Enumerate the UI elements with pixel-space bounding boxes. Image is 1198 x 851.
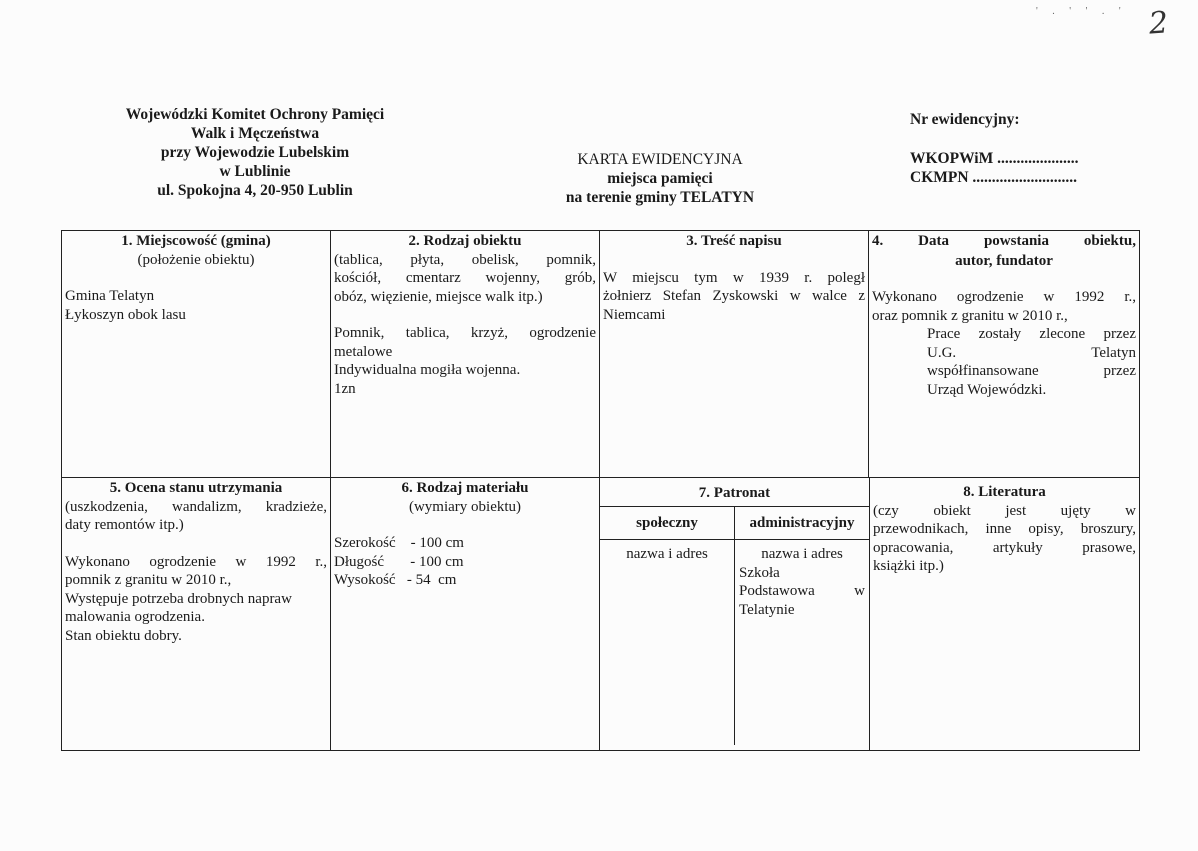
cell-text: Łykoszyn obok lasu — [65, 306, 186, 323]
scan-specks: ' . ' ' . ' — [1036, 6, 1127, 17]
cell-heading: 3. Treść napisu — [686, 233, 782, 249]
cell-heading: 7. Patronat — [698, 485, 771, 501]
cell-description: przewodnikach, inne opisy, broszury, — [873, 521, 1136, 537]
cell-heading: autor, fundator — [955, 252, 1053, 269]
cell-description: opracowania, artykuły prasowe, — [873, 539, 1136, 556]
cell-text: Pomnik, tablica, krzyż, ogrodzenie — [334, 325, 596, 341]
cell-description: książki itp.) — [873, 558, 944, 574]
document-subtitle: na terenie gminy TELATYN — [565, 189, 755, 206]
cell-text: Występuje potrzeba drobnych napraw — [65, 590, 292, 607]
cell-text: Urząd Wojewódzki. — [927, 381, 1047, 398]
cell-description: (tablica, płyta, obelisk, pomnik, — [334, 251, 596, 268]
cell-text: metalowe — [334, 343, 393, 360]
cell-text: Wykonano ogrodzenie w 1992 r., — [65, 553, 327, 570]
cell-material — [331, 478, 600, 751]
cell-text: pomnik z granitu w 2010 r., — [65, 572, 232, 588]
column-heading: społeczny — [600, 507, 734, 540]
document-title: KARTA EWIDENCYJNA — [577, 151, 743, 168]
patronage-admin-column — [734, 507, 869, 745]
document-subtitle: miejsca pamięci — [607, 170, 713, 187]
registry-ckmpn-field: CKMPN ........................... — [910, 169, 1078, 186]
cell-heading: 4. Data powstania obiektu, — [872, 233, 1136, 249]
cell-text: U.G. Telatyn — [927, 344, 1136, 361]
cell-text: Szkoła — [739, 564, 780, 581]
issuer-line: w Lublinie — [219, 163, 291, 180]
cell-inscription — [600, 231, 869, 478]
cell-description: kościół, cmentarz wojenny, grób, — [334, 270, 596, 286]
cell-text: Długość - 100 cm — [334, 553, 464, 570]
cell-text: Szerokość - 100 cm — [334, 535, 464, 551]
table-row — [62, 231, 1140, 478]
cell-condition — [62, 478, 331, 751]
cell-text: W miejscu tym w 1939 r. poległ — [603, 269, 865, 286]
document-title-block — [520, 150, 800, 207]
registry-number-label: Nr ewidencyjny: — [910, 111, 1020, 128]
issuer-line: Wojewódzki Komitet Ochrony Pamięci — [125, 106, 385, 123]
cell-text: Prace zostały zlecone przez — [927, 326, 1136, 342]
issuer-line: przy Wojewodzie Lubelskim — [160, 144, 350, 161]
cell-text: współfinansowane przez — [927, 363, 1136, 379]
cell-heading: 6. Rodzaj materiału — [401, 480, 529, 496]
patronage-social-column — [600, 507, 734, 745]
column-heading: administracyjny — [735, 507, 869, 540]
cell-text: oraz pomnik z granitu w 2010 r., — [872, 307, 1068, 324]
cell-object-type — [331, 231, 600, 478]
cell-text: Stan obiektu dobry. — [65, 627, 182, 644]
issuer-block — [90, 105, 420, 200]
registry-number-block — [910, 110, 1160, 187]
table-row — [62, 478, 1140, 751]
cell-heading: 1. Miejscowość (gmina) — [121, 233, 271, 249]
cell-description: obóz, więzienie, miejsce walk itp.) — [334, 288, 543, 305]
issuer-line: ul. Spokojna 4, 20-950 Lublin — [157, 182, 353, 199]
cell-location — [62, 231, 331, 478]
cell-description: (czy obiekt jest ujęty w — [873, 502, 1136, 519]
cell-patronage — [600, 478, 870, 750]
cell-text: Wykonano ogrodzenie w 1992 r., — [872, 289, 1136, 305]
cell-text: nazwa i adres — [761, 546, 843, 562]
cell-literature — [870, 478, 1139, 750]
cell-heading: 5. Ocena stanu utrzymania — [109, 480, 283, 496]
registration-card-table — [61, 230, 1140, 751]
cell-creation-date — [869, 231, 1140, 478]
registry-wkopwim-field: WKOPWiM ..................... — [910, 150, 1079, 167]
cell-text: żołnierz Stefan Zyskowski w walce z — [603, 288, 865, 304]
cell-subheading: (wymiary obiektu) — [408, 498, 522, 515]
cell-text: Podstawowa w — [739, 583, 865, 599]
cell-text: Telatynie — [739, 601, 795, 618]
cell-patronage-and-literature-wrapper — [600, 478, 1140, 751]
cell-text: Wysokość - 54 cm — [334, 572, 457, 588]
cell-text: malowania ogrodzenia. — [65, 609, 205, 625]
patronage-subtable — [600, 506, 869, 745]
cell-text: 1zn — [334, 380, 356, 397]
cell-heading: 8. Literatura — [963, 484, 1046, 500]
issuer-line: Walk i Męczeństwa — [190, 125, 320, 142]
cell-description: (uszkodzenia, wandalizm, kradzieże, — [65, 498, 327, 515]
cell-text: Niemcami — [603, 306, 666, 323]
cell-text: Indywidualna mogiła wojenna. — [334, 362, 521, 378]
page-number: 2 — [1147, 5, 1170, 42]
cell-text: Gmina Telatyn — [65, 288, 155, 304]
cell-subheading: (położenie obiektu) — [137, 251, 255, 268]
cell-description: daty remontów itp.) — [65, 517, 184, 533]
cell-text: nazwa i adres — [626, 546, 708, 562]
cell-heading: 2. Rodzaj obiektu — [408, 233, 522, 249]
